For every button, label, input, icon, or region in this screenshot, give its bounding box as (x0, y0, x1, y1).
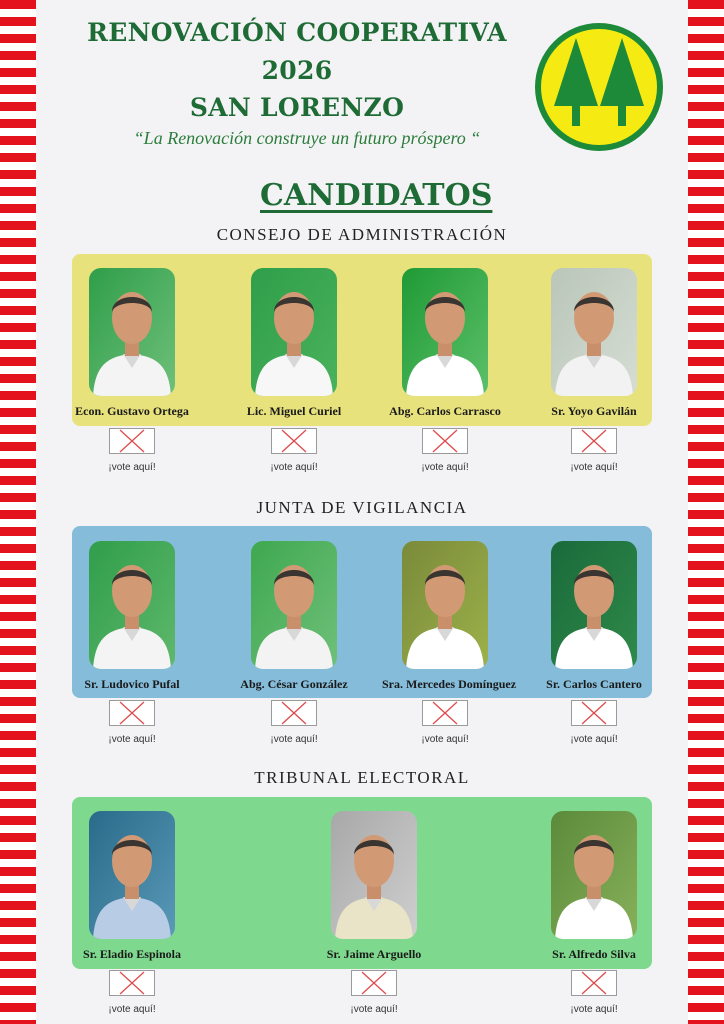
candidate-card (83, 811, 181, 961)
vote-cross-icon (110, 971, 154, 995)
vote-label: ¡vote aquí! (421, 462, 469, 473)
candidate-name: Sr. Yoyo Gavilán (551, 404, 637, 418)
candidate-photo (551, 268, 637, 396)
vote-option (549, 970, 639, 1015)
candidate-photo (89, 541, 175, 669)
vote-label: ¡vote aquí! (570, 462, 618, 473)
vote-checkbox[interactable] (422, 700, 468, 726)
vote-cross-icon (423, 701, 467, 725)
candidatos-heading: CANDIDATOS (260, 178, 493, 213)
candidate-name: Sr. Jaime Arguello (326, 947, 422, 961)
vote-option (249, 428, 339, 473)
vote-cross-icon (572, 701, 616, 725)
vote-checkbox[interactable] (571, 700, 617, 726)
candidate-card (551, 811, 637, 961)
candidate-name: Sr. Carlos Cantero (546, 677, 642, 691)
vote-label: ¡vote aquí! (270, 734, 318, 745)
vote-checkbox[interactable] (422, 428, 468, 454)
candidate-card (551, 268, 637, 418)
candidate-photo (251, 541, 337, 669)
section-title-tribunal: TRIBUNAL ELECTORAL (254, 768, 470, 787)
vote-option (400, 428, 490, 473)
candidate-name: Lic. Miguel Curiel (246, 404, 342, 418)
candidate-card (326, 811, 422, 961)
left-stripe-border (0, 0, 36, 1024)
vote-checkbox[interactable] (571, 970, 617, 996)
vote-option (329, 970, 419, 1015)
candidate-name: Abg. César González (240, 677, 348, 691)
vote-cross-icon (272, 701, 316, 725)
vote-option (549, 700, 639, 745)
vote-checkbox[interactable] (109, 970, 155, 996)
vote-option (87, 700, 177, 745)
vote-label: ¡vote aquí! (570, 1004, 618, 1015)
vote-checkbox[interactable] (271, 700, 317, 726)
candidate-card (382, 541, 517, 691)
candidate-card (84, 541, 180, 691)
vote-label: ¡vote aquí! (108, 462, 156, 473)
vote-label: ¡vote aquí! (270, 462, 318, 473)
candidate-card (389, 268, 501, 418)
vote-option (549, 428, 639, 473)
vote-label: ¡vote aquí! (570, 734, 618, 745)
candidate-name: Sr. Alfredo Silva (552, 947, 636, 961)
vote-checkbox[interactable] (109, 700, 155, 726)
vote-option (87, 428, 177, 473)
vote-checkbox[interactable] (571, 428, 617, 454)
candidate-name: Econ. Gustavo Ortega (75, 404, 189, 418)
candidate-name: Sr. Ludovico Pufal (84, 677, 180, 691)
vote-cross-icon (572, 429, 616, 453)
candidate-card (546, 541, 642, 691)
vote-label: ¡vote aquí! (108, 734, 156, 745)
vote-cross-icon (352, 971, 396, 995)
candidate-name: Sra. Mercedes Domínguez (382, 677, 517, 691)
vote-cross-icon (572, 971, 616, 995)
candidate-photo (331, 811, 417, 939)
cooperative-pine-logo (532, 20, 666, 154)
candidate-photo (89, 811, 175, 939)
vote-cross-icon (110, 701, 154, 725)
vote-label: ¡vote aquí! (350, 1004, 398, 1015)
candidate-photo (402, 541, 488, 669)
vote-cross-icon (423, 429, 467, 453)
title-line-2: 2026 (261, 56, 333, 85)
candidate-photo (551, 541, 637, 669)
section-title-junta: JUNTA DE VIGILANCIA (256, 498, 468, 517)
motto: “La Renovación construye un futuro próspero “ (133, 128, 481, 148)
candidate-photo (89, 268, 175, 396)
section-title-consejo: CONSEJO DE ADMINISTRACIÓN (216, 225, 508, 244)
vote-option (249, 700, 339, 745)
title-line-1: RENOVACIÓN COOPERATIVA (87, 18, 507, 47)
vote-checkbox[interactable] (351, 970, 397, 996)
candidate-photo (402, 268, 488, 396)
vote-label: ¡vote aquí! (108, 1004, 156, 1015)
right-stripe-border (688, 0, 724, 1024)
candidate-card (246, 268, 342, 418)
vote-option (400, 700, 490, 745)
candidate-name: Sr. Eladio Espinola (83, 947, 181, 961)
title-line-3: SAN LORENZO (189, 93, 405, 122)
vote-cross-icon (110, 429, 154, 453)
candidate-photo (551, 811, 637, 939)
candidate-name: Abg. Carlos Carrasco (389, 404, 501, 418)
vote-cross-icon (272, 429, 316, 453)
candidate-card (240, 541, 348, 691)
candidate-card (75, 268, 189, 418)
vote-checkbox[interactable] (109, 428, 155, 454)
vote-option (87, 970, 177, 1015)
candidate-photo (251, 268, 337, 396)
vote-checkbox[interactable] (271, 428, 317, 454)
vote-label: ¡vote aquí! (421, 734, 469, 745)
